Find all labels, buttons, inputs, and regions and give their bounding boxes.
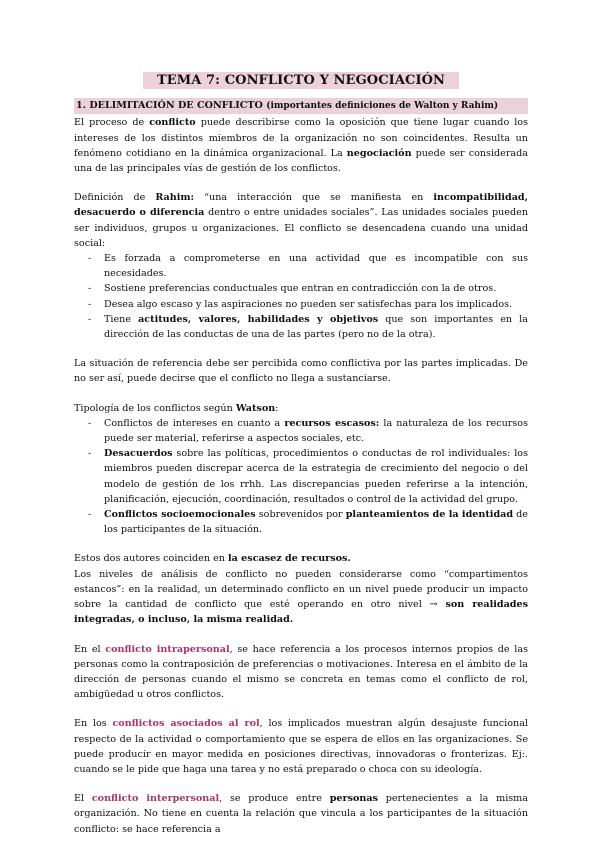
section-heading xyxy=(74,98,528,114)
section-heading-sub: (importantes definiciones de Walton y Rahim) xyxy=(266,101,499,112)
authors-paragraph xyxy=(74,551,528,566)
list-item-text: la naturaleza de los recursos puede ser material, referirse a aspectos sociales, etc. xyxy=(104,417,528,445)
list-item-text: Tiene xyxy=(104,313,139,325)
section-heading-text: 1. DELIMITACIÓN DE CONFLICTO xyxy=(76,100,263,112)
list-item: - Desea algo escaso y las aspiraciones no pueden ser satisfechas para los implicados. xyxy=(74,297,528,312)
list-item: - Sostiene preferencias conductuales que entran en contradicción con la de otros. xyxy=(74,281,528,296)
list-item-text: Conflictos de intereses en cuanto a xyxy=(104,417,285,429)
watson-name: Watson xyxy=(235,402,276,414)
interpersonal-paragraph xyxy=(74,791,528,837)
watson-text-a: Tipología de los conflictos según xyxy=(74,402,236,414)
watson-intro xyxy=(74,401,528,416)
watson-text-c: : xyxy=(275,402,279,414)
levels-text: Los niveles de análisis de conflicto no pueden considerarse como “compartimentos estancos”: en la realidad, un determinado conflicto en un nivel puede producir un impacto sobre la cantidad de conflicto que esté operando en otro nivel xyxy=(74,568,528,611)
list-item-bold: recursos escasos: xyxy=(284,417,380,429)
intro-text-c: puede describirse como la oposición que tiene lugar cuando los intereses de los distintos miembros de la organización no son coincidentes. Resulta un fenómeno cotidiano en la dinámica organizacional. La xyxy=(74,117,528,159)
list-item xyxy=(74,416,528,446)
reference-paragraph: La situación de referencia debe ser percibida como conflictiva por las partes implicadas. De no ser así, puede decirse que el conflicto no llega a sustanciarse. xyxy=(74,358,528,385)
interpersonal-text-e: pertenecientes a la misma organización. No tiene en cuenta la relación que vincula a los participantes de la situación conflicto: se hace referencia a xyxy=(74,793,528,835)
intro-term-conflicto: conflicto xyxy=(149,117,196,129)
levels-paragraph xyxy=(74,567,528,628)
list-item-text: sobrevenidos por xyxy=(255,509,346,521)
interpersonal-text-a: El xyxy=(74,793,92,805)
levels-bold: son realidades integradas, o incluso, la misma realidad. xyxy=(74,599,528,626)
role-text-a: En los xyxy=(74,718,113,730)
rahim-text-e: dentro o entre unidades sociales”. Las unidades sociales pueden ser individuos, grupos u organizaciones. El conflicto se desencadena cuando una unidad social: xyxy=(74,207,528,249)
list-item xyxy=(74,507,528,537)
list-item-bold: Conflictos socioemocionales xyxy=(104,509,256,521)
role-text-c: , los implicados muestran algún desajuste funcional respecto de la actividad o comportamiento que se espera de ellos en las organizaciones. Se puede producir en mayor medida en posiciones directivas, innovadoras o fronterizas. Ej:. cuando se le pide que haga una tarea y no está preparado o choca con su ideología. xyxy=(74,718,528,775)
intrapersonal-paragraph xyxy=(74,642,528,703)
list-item-bold: Desacuerdos xyxy=(104,448,173,460)
interpersonal-bold: personas xyxy=(329,793,378,805)
list-item-bold: planteamientos de la identidad xyxy=(345,509,514,521)
rahim-text-a: Definición de xyxy=(74,192,156,204)
list-item xyxy=(74,312,528,342)
list-item-text: sobre las políticas, procedimientos o conductas de rol individuales: los miembros pueden discrepar acerca de la estrategia de crecimiento del negocio o del modelo de gestión de los rrhh. Las discrepancias pueden referirse a la intención, planificación, ejecución, coordinación, resultados o control de la actividad del grupo. xyxy=(104,448,528,505)
list-item-bold: actitudes, valores, habilidades y objetivos xyxy=(138,313,379,325)
list-item-text: de los participantes de la situación. xyxy=(104,509,528,536)
role-term: conflictos asociados al rol xyxy=(112,718,260,730)
arrow-right-icon: → xyxy=(429,599,438,611)
rahim-paragraph xyxy=(74,190,528,251)
interpersonal-text-c: , se produce entre xyxy=(219,793,330,805)
authors-bold-b: la escasez de recursos. xyxy=(227,553,351,565)
rahim-text-c: “una interacción que se manifiesta en xyxy=(194,192,434,204)
intro-text-a: El proceso de xyxy=(74,117,150,129)
intro-term-negociacion: negociación xyxy=(346,147,412,159)
intrapersonal-text-a: En el xyxy=(74,643,106,655)
intro-text-e: puede ser considerada una de las principales vías de gestión de los conflictos. xyxy=(74,147,528,175)
intrapersonal-text-c: , se hace referencia a los procesos internos propios de las personas como la contraposición de preferencias o motivaciones. Interesa en el ámbito de la dirección de personas cuando el mismo se concreta en temas como el conflicto de rol, ambigüedad u otros conflictos. xyxy=(74,643,528,701)
intrapersonal-term: conflicto intrapersonal xyxy=(105,643,230,655)
watson-list xyxy=(74,416,528,538)
list-item xyxy=(74,446,528,507)
rahim-keywords: incompatibilidad, desacuerdo o diferencia xyxy=(74,192,528,219)
role-paragraph xyxy=(74,716,528,777)
page-title: TEMA 7: CONFLICTO Y NEGOCIACIÓN xyxy=(143,72,459,89)
intro-paragraph xyxy=(74,115,528,176)
title-wrap xyxy=(74,72,528,89)
authors-text-a: Estos dos autores coinciden en xyxy=(74,553,228,565)
list-item-text: que son importantes en la dirección de las conductas de una de las partes (pero no de la otra). xyxy=(104,313,528,341)
interpersonal-term: conflicto interpersonal xyxy=(91,793,220,805)
list-item: - Es forzada a comprometerse en una actividad que es incompatible con sus necesidades. xyxy=(74,251,528,281)
rahim-list xyxy=(74,251,528,342)
rahim-name: Rahim: xyxy=(155,192,195,204)
